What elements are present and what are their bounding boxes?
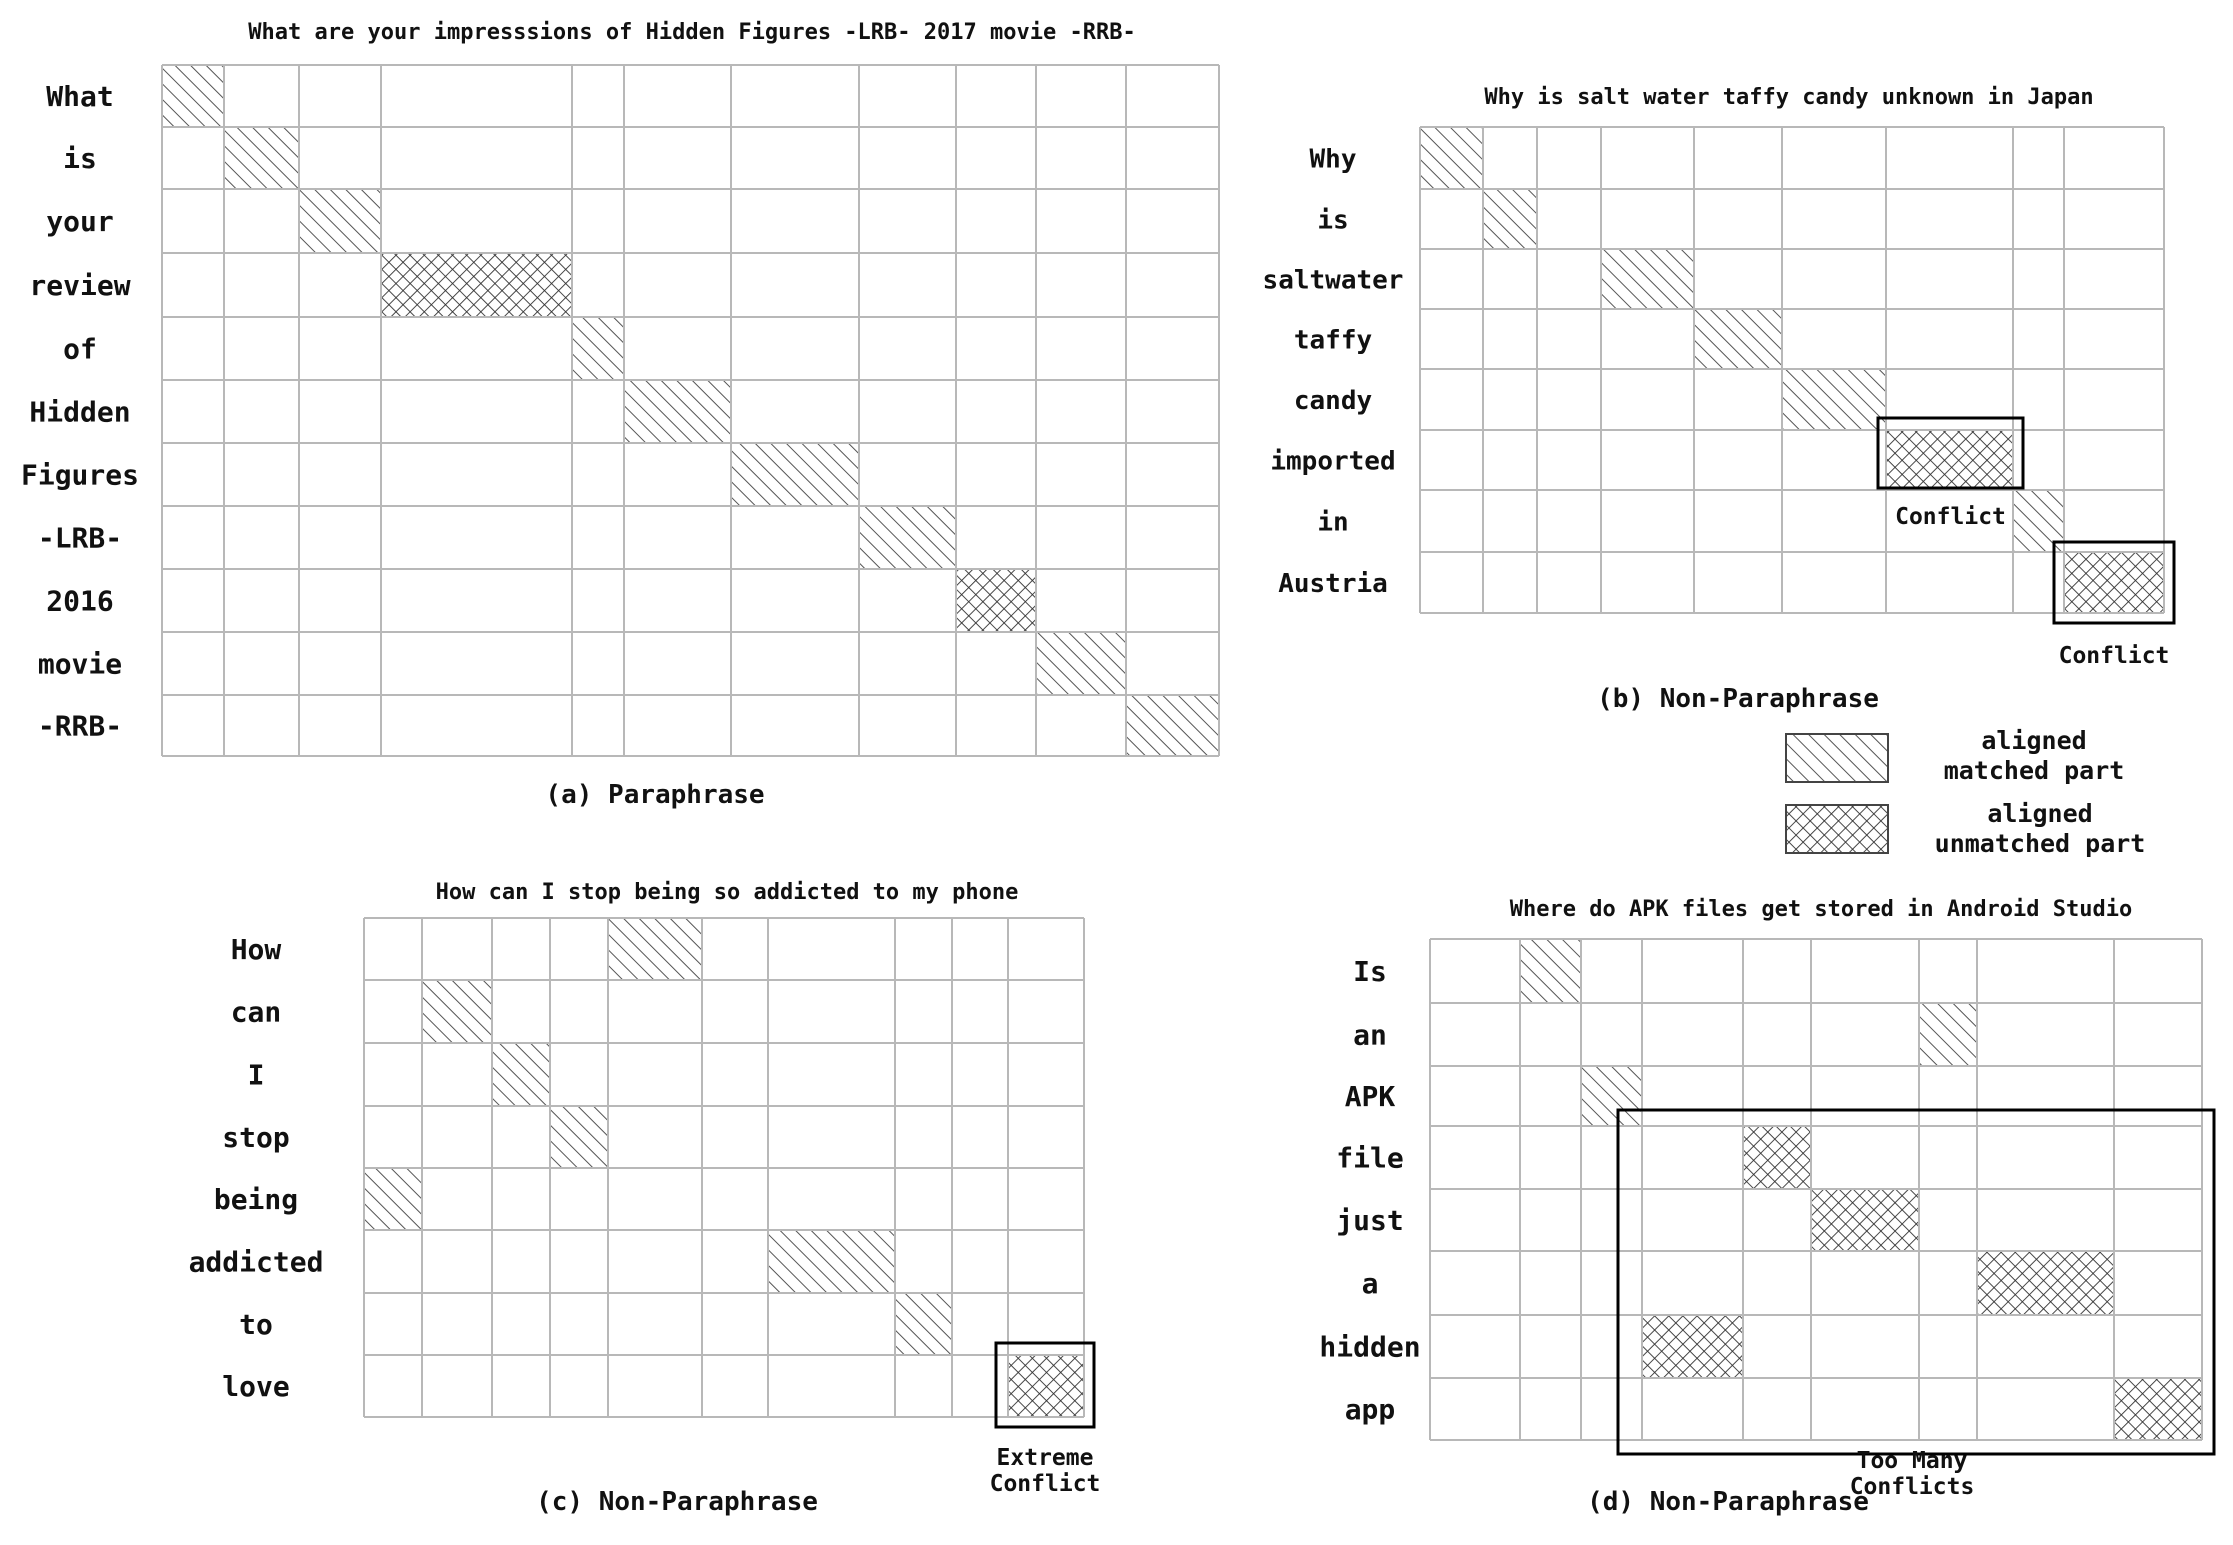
panel-a-row-label: Figures [20, 458, 140, 492]
panel-b-unmatched-cell [2064, 552, 2164, 613]
panel-d-row-labels [1319, 955, 1420, 1426]
panel-c-row-label: can [230, 995, 282, 1029]
panel-d-row-label: just [1336, 1204, 1404, 1238]
panel-a-matched-cell [299, 189, 381, 253]
panel-b-row-label: Why [1309, 144, 1357, 175]
panel-d-conflict-label: Too Many Conflicts [1849, 1448, 1975, 1500]
panel-c-row-label: being [213, 1183, 299, 1217]
panel-d-row-label: a [1361, 1267, 1379, 1301]
panel-c-matched-cell [492, 1043, 550, 1106]
panel-c-title: How can I stop being so addicted to my phone [435, 880, 1019, 905]
panel-c-row-label: stop [222, 1121, 290, 1155]
panel-c-row-label: love [222, 1370, 290, 1404]
panel-d-unmatched-cell [1743, 1126, 1811, 1189]
panel-b [1263, 85, 2174, 714]
panel-c-unmatched-cell [1008, 1355, 1084, 1417]
panel-c-matched-cell [608, 918, 702, 980]
panel-a-row-labels [21, 80, 139, 743]
panel-a-row-label: Hidden [29, 395, 131, 429]
panel-d-boxes [1618, 1110, 2214, 1500]
panel-a-matched-cell [162, 65, 224, 127]
legend [1786, 726, 2145, 858]
panel-d-caption: (d) Non-Paraphrase [1587, 1487, 1869, 1517]
panel-a-matched-cell [1036, 632, 1126, 695]
panel-b-caption: (b) Non-Paraphrase [1597, 684, 1879, 714]
panel-b-row-label: saltwater [1262, 265, 1404, 296]
panel-d-matched-cell [1581, 1066, 1642, 1126]
legend-matched-label: aligned matched part [1943, 726, 2125, 785]
panel-c-row-label: to [239, 1308, 273, 1342]
panel-a-row-label: What [46, 80, 114, 114]
panel-a-grid [162, 65, 1219, 756]
panel-a-caption: (a) Paraphrase [545, 780, 765, 810]
panel-a [21, 20, 1219, 810]
panel-d-row-label: hidden [1319, 1330, 1421, 1364]
panel-d-matched-cell [1919, 1003, 1977, 1066]
legend-matched-swatch [1786, 734, 1888, 782]
panel-b-grid [1420, 127, 2164, 613]
panel-d-unmatched-cell [1977, 1251, 2114, 1315]
panel-c-grid [364, 918, 1084, 1417]
legend-unmatched-swatch [1786, 805, 1888, 853]
panel-c-row-label: How [230, 933, 282, 967]
panel-a-matched-cell [624, 380, 731, 443]
panel-d-unmatched-cell [1642, 1315, 1743, 1378]
panel-b-matched-cell [1420, 127, 1483, 189]
panel-a-matched-cell [224, 127, 299, 189]
panel-a-unmatched-cell [381, 253, 572, 317]
panel-d-row-label: APK [1344, 1080, 1396, 1114]
panel-d-unmatched-cell [1811, 1189, 1919, 1251]
panel-b-row-label: taffy [1293, 325, 1373, 356]
panel-b-matched-cell [1483, 189, 1537, 249]
panel-b-row-label: in [1317, 507, 1349, 538]
panel-a-matched-cell [859, 506, 956, 569]
panel-d-title: Where do APK files get stored in Android Studio [1509, 897, 2133, 922]
panel-d-unmatched-cell [2114, 1378, 2202, 1440]
panel-c-matched-cell [550, 1106, 608, 1168]
panel-a-matched-cell [1126, 695, 1219, 756]
panel-a-row-label: review [29, 269, 131, 303]
panel-c-row-labels [189, 933, 324, 1403]
panel-a-unmatched-cell [956, 569, 1036, 632]
panel-b-row-label: is [1317, 205, 1349, 236]
panel-b-matched-cell [1782, 369, 1886, 430]
panel-b-conflict-label: Conflict [1895, 504, 2006, 530]
panel-a-row-label: is [63, 142, 97, 176]
panel-c-matched-cell [364, 1168, 422, 1230]
panel-b-conflict-label: Conflict [2058, 643, 2170, 669]
panel-a-row-label: 2016 [46, 584, 114, 618]
panel-c-row-label: addicted [188, 1245, 324, 1279]
panel-d-row-label: an [1353, 1018, 1387, 1052]
panel-a-matched-cell [731, 443, 859, 506]
panel-d [1319, 897, 2214, 1517]
panel-c-caption: (c) Non-Paraphrase [536, 1487, 818, 1517]
panel-d-grid [1430, 939, 2202, 1440]
panel-a-matched-cell [572, 317, 624, 380]
panel-c [189, 880, 1101, 1517]
panel-a-row-label: of [63, 332, 97, 366]
panel-a-row-label: -RRB- [37, 709, 123, 743]
panel-c-conflict-label: Extreme Conflict [989, 1445, 1101, 1497]
panel-a-title: What are your impresssions of Hidden Figures -LRB- 2017 movie -RRB- [248, 20, 1136, 45]
panel-c-matched-cell [768, 1230, 895, 1293]
panel-d-row-label: app [1344, 1393, 1396, 1427]
panel-d-row-label: Is [1353, 955, 1387, 989]
legend-unmatched-label: aligned unmatched part [1934, 799, 2146, 858]
panel-c-matched-cell [895, 1293, 952, 1355]
panel-a-row-label: -LRB- [37, 521, 123, 555]
panel-d-matched-cell [1520, 939, 1581, 1003]
panel-b-row-labels [1263, 144, 1404, 599]
panel-c-row-label: I [247, 1058, 265, 1092]
panel-b-row-label: Austria [1278, 568, 1388, 599]
panel-a-row-label: movie [37, 647, 123, 681]
panel-b-row-label: imported [1270, 446, 1396, 477]
panel-b-title: Why is salt water taffy candy unknown in Japan [1484, 85, 2094, 110]
panel-b-matched-cell [1694, 309, 1782, 369]
panel-a-row-label: your [46, 205, 114, 239]
panel-b-unmatched-cell [1886, 430, 2013, 490]
panel-d-row-label: file [1336, 1141, 1404, 1175]
panel-c-matched-cell [422, 980, 492, 1043]
panel-b-row-label: candy [1293, 385, 1373, 416]
panel-b-matched-cell [1601, 249, 1694, 309]
